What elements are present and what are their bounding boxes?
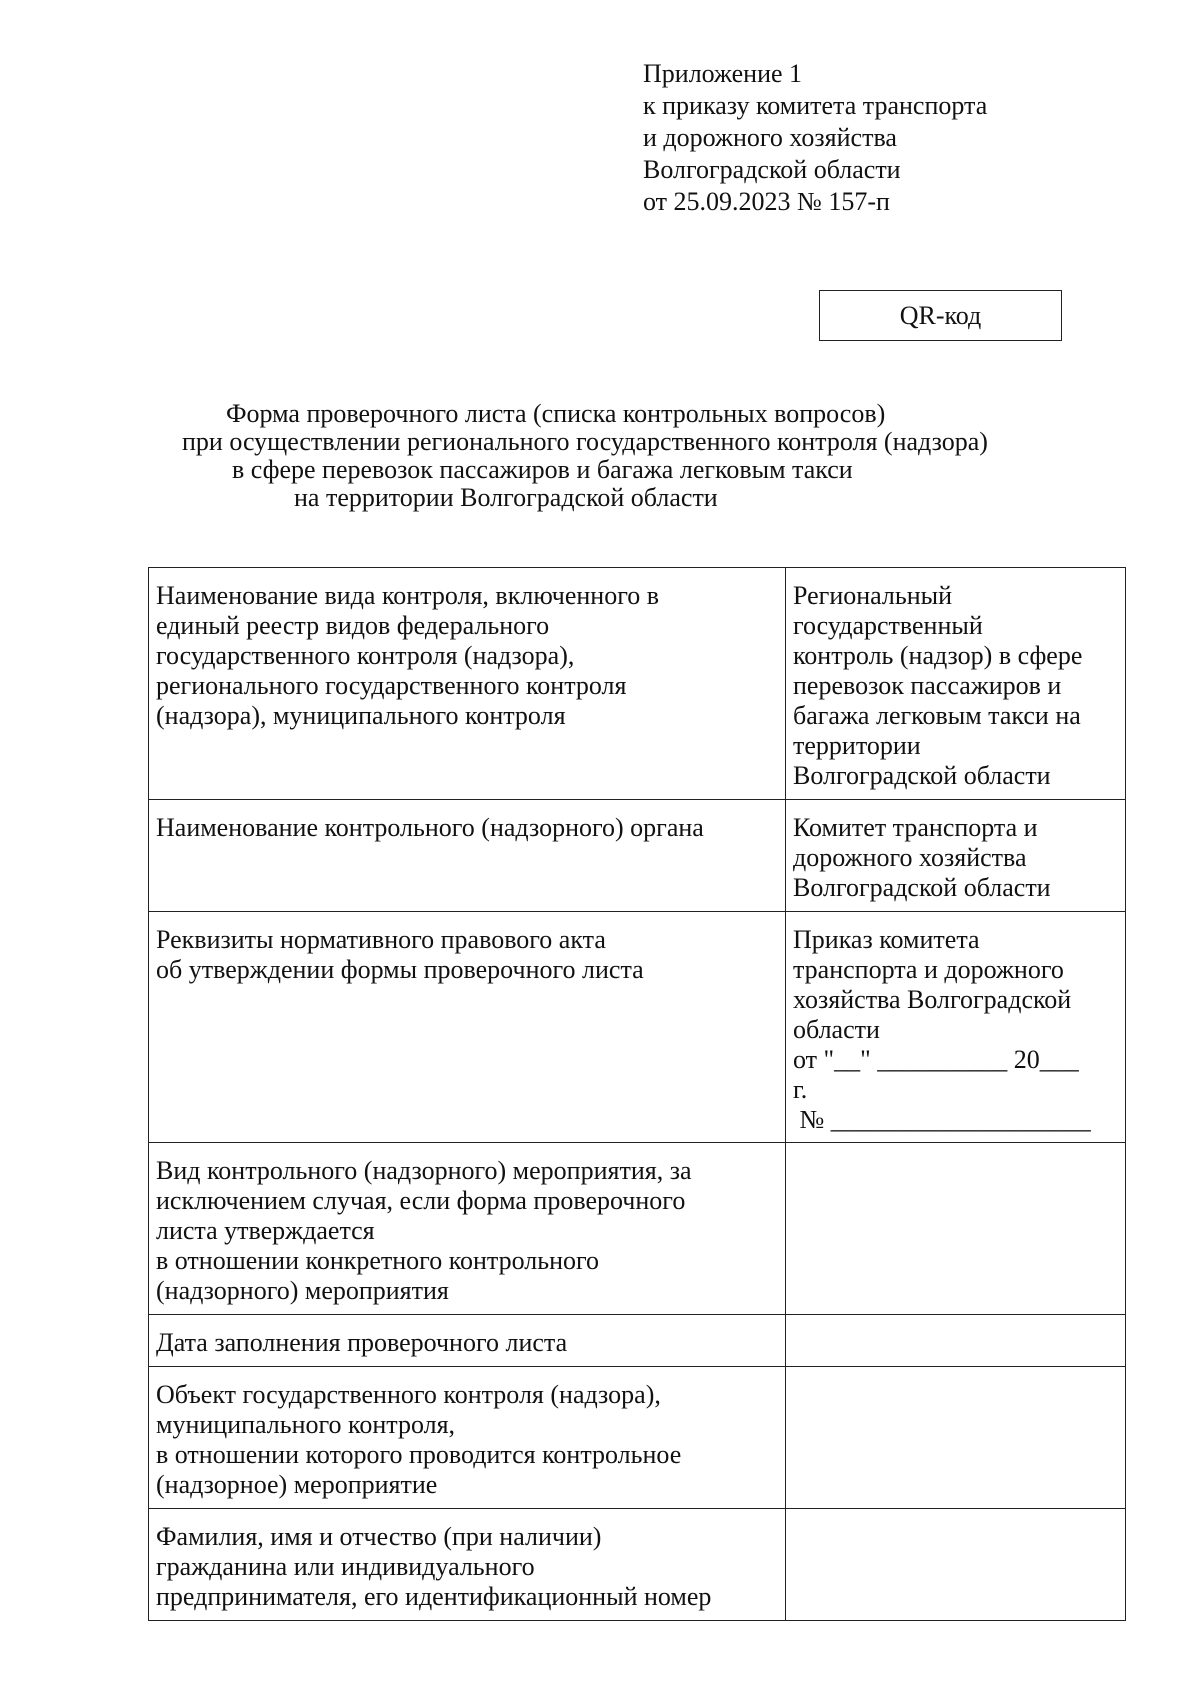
cell-text-line: муниципального контроля, <box>156 1410 456 1439</box>
cell-text-line: Наименование вида контроля, включенного в <box>156 581 659 610</box>
qr-code-label: QR-код <box>899 300 982 330</box>
table-cell-value <box>786 800 1126 912</box>
table-row <box>149 1315 1126 1367</box>
cell-text-line: Объект государственного контроля (надзора), <box>156 1380 661 1409</box>
cell-text-line: контроль (надзор) в сфере <box>793 641 1083 670</box>
cell-text-line: Фамилия, имя и отчество (при наличии) <box>156 1522 602 1551</box>
cell-text-line: об утверждении формы проверочного листа <box>156 955 644 984</box>
appendix-line: Волгоградской области <box>643 155 901 184</box>
cell-text-line: государственного контроля (надзора), <box>156 641 575 670</box>
appendix-header <box>643 58 987 218</box>
table-cell-label <box>149 568 786 800</box>
table-row <box>149 1143 1126 1315</box>
cell-text-line: г. <box>793 1075 808 1104</box>
table-row <box>149 1367 1126 1509</box>
cell-text-line: предпринимателя, его идентификационный номер <box>156 1582 712 1611</box>
cell-text-line: дорожного хозяйства <box>793 843 1027 872</box>
table-row <box>149 568 1126 800</box>
table-row <box>149 1509 1126 1621</box>
cell-text-line: листа утверждается <box>156 1216 375 1245</box>
checklist-table <box>148 567 1126 1621</box>
table-cell-value <box>786 912 1126 1143</box>
cell-text-line: исключением случая, если форма проверочного <box>156 1186 686 1215</box>
table-cell-label <box>149 1367 786 1509</box>
form-title-line: на территории Волгоградской области <box>294 483 718 512</box>
cell-text-line: в отношении которого проводится контрольное <box>156 1440 682 1469</box>
appendix-line: и дорожного хозяйства <box>643 123 897 152</box>
cell-text-line: Наименование контрольного (надзорного) органа <box>156 813 704 842</box>
cell-text-line: Региональный <box>793 581 953 610</box>
cell-text-line: в отношении конкретного контрольного <box>156 1246 600 1275</box>
number-fill-line: № ____________________ <box>793 1105 1091 1134</box>
table-cell-label <box>149 1315 786 1367</box>
cell-text-line: (надзорное) мероприятие <box>156 1470 438 1499</box>
cell-text-line: Волгоградской области <box>793 761 1051 790</box>
qr-code-box <box>819 290 1062 341</box>
table-row <box>149 800 1126 912</box>
cell-text-line: регионального государственного контроля <box>156 671 627 700</box>
table-cell-value-empty <box>786 1315 1126 1367</box>
cell-text-line: перевозок пассажиров и <box>793 671 1062 700</box>
cell-text-line: гражданина или индивидуального <box>156 1552 535 1581</box>
cell-text-line: Дата заполнения проверочного листа <box>156 1328 568 1357</box>
appendix-line: от 25.09.2023 № 157-п <box>643 187 890 216</box>
cell-text-line: транспорта и дорожного <box>793 955 1064 984</box>
table-cell-value <box>786 568 1126 800</box>
cell-text-line: территории <box>793 731 921 760</box>
cell-text-line: государственный <box>793 611 983 640</box>
cell-text-line: Вид контрольного (надзорного) мероприятия, за <box>156 1156 692 1185</box>
table-cell-label <box>149 1143 786 1315</box>
form-title-line: при осуществлении регионального государственного контроля (надзора) <box>182 427 988 456</box>
table-cell-value-empty <box>786 1509 1126 1621</box>
form-title-line: в сфере перевозок пассажиров и багажа легковым такси <box>232 455 853 484</box>
table-cell-label <box>149 912 786 1143</box>
cell-text-line: хозяйства Волгоградской <box>793 985 1072 1014</box>
table-cell-label <box>149 1509 786 1621</box>
form-title-line: Форма проверочного листа (списка контрольных вопросов) <box>226 399 886 428</box>
table-row <box>149 912 1126 1143</box>
cell-text-line: области <box>793 1015 880 1044</box>
cell-text-line: единый реестр видов федерального <box>156 611 550 640</box>
appendix-line: Приложение 1 <box>643 59 803 88</box>
cell-text-line: багажа легковым такси на <box>793 701 1081 730</box>
table-cell-label <box>149 800 786 912</box>
cell-text-line: (надзора), муниципального контроля <box>156 701 566 730</box>
appendix-line: к приказу комитета транспорта <box>643 91 988 120</box>
cell-text-line: Реквизиты нормативного правового акта <box>156 925 606 954</box>
cell-text-line: Приказ комитета <box>793 925 980 954</box>
table-cell-value-empty <box>786 1367 1126 1509</box>
cell-text-line: Волгоградской области <box>793 873 1051 902</box>
date-fill-line: от "__" __________ 20___ <box>793 1045 1079 1074</box>
cell-text-line: (надзорного) мероприятия <box>156 1276 449 1305</box>
table-cell-value-empty <box>786 1143 1126 1315</box>
cell-text-line: Комитет транспорта и <box>793 813 1038 842</box>
